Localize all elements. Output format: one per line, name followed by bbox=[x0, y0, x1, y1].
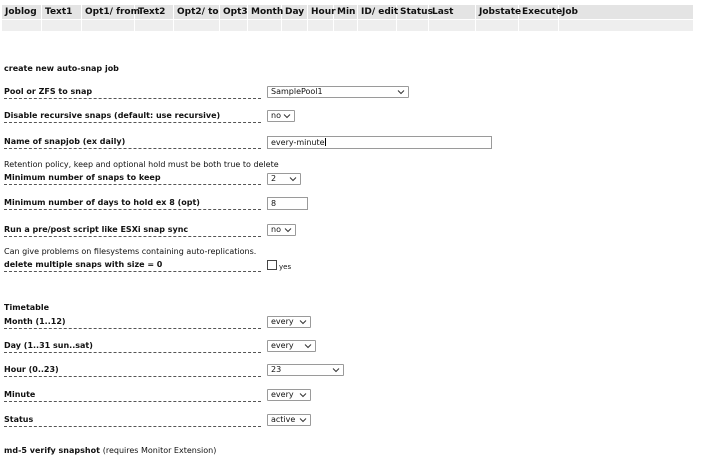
status-label: Status bbox=[4, 415, 261, 427]
minute-select[interactable] bbox=[267, 389, 311, 401]
timetable-title: Timetable bbox=[4, 303, 50, 312]
col-last: Last bbox=[429, 5, 476, 19]
chevron-down-icon bbox=[299, 318, 307, 326]
day-label: Day (1..31 sun..sat) bbox=[4, 341, 261, 353]
text-caret bbox=[325, 138, 326, 146]
chevron-down-icon bbox=[283, 112, 291, 120]
form-title: create new auto-snap job bbox=[4, 64, 119, 73]
day-select[interactable] bbox=[267, 340, 316, 352]
pool-select-value: SamplePool1 bbox=[271, 87, 323, 96]
pool-label: Pool or ZFS to snap bbox=[4, 87, 261, 99]
minute-label: Minute bbox=[4, 390, 261, 402]
chevron-down-icon bbox=[289, 175, 297, 183]
multi-delete-checkbox-label: yes bbox=[279, 263, 292, 271]
hour-select-value: 23 bbox=[271, 365, 282, 374]
md5-title: md-5 verify snapshot bbox=[4, 446, 100, 455]
col-day: Day bbox=[282, 5, 308, 19]
snapjob-name-input[interactable] bbox=[267, 136, 492, 149]
day-select-value: every bbox=[271, 341, 294, 350]
retention-note: Retention policy, keep and optional hold must be both true to delete bbox=[4, 160, 279, 169]
status-select-value: active bbox=[271, 415, 296, 424]
col-opt1-from: Opt1/ from bbox=[82, 5, 135, 19]
recursive-label: Disable recursive snaps (default: use recursive) bbox=[4, 111, 261, 123]
col-joblog: Joblog bbox=[2, 5, 42, 19]
min-days-value: 8 bbox=[271, 199, 277, 208]
script-label: Run a pre/post script like ESXi snap sync bbox=[4, 225, 261, 237]
status-select[interactable] bbox=[267, 414, 311, 426]
job-table-header bbox=[2, 5, 693, 33]
minute-select-value: every bbox=[271, 390, 294, 399]
col-job: Job bbox=[562, 7, 578, 17]
col-id-edit: ID/ edit bbox=[358, 5, 397, 19]
col-opt3: Opt3 bbox=[220, 5, 248, 19]
min-days-input[interactable] bbox=[267, 197, 308, 210]
min-snaps-select[interactable] bbox=[267, 173, 301, 185]
snapjob-name-label: Name of snapjob (ex daily) bbox=[4, 137, 261, 149]
pool-select[interactable] bbox=[267, 86, 409, 98]
snapjob-name-value: every-minute bbox=[271, 138, 325, 147]
col-text2: Text2 bbox=[135, 5, 174, 19]
col-hour: Hour bbox=[308, 5, 334, 19]
script-select[interactable] bbox=[267, 224, 296, 236]
month-select[interactable] bbox=[267, 316, 311, 328]
month-select-value: every bbox=[271, 317, 294, 326]
hour-select[interactable] bbox=[267, 364, 344, 376]
min-days-label: Minimum number of days to hold ex 8 (opt) bbox=[4, 198, 261, 210]
md5-note: (requires Monitor Extension) bbox=[102, 446, 217, 455]
multi-delete-checkbox[interactable] bbox=[267, 260, 277, 270]
col-execute: Execute bbox=[519, 5, 559, 19]
recursive-select[interactable] bbox=[267, 110, 295, 122]
chevron-down-icon bbox=[299, 391, 307, 399]
md5-heading bbox=[4, 446, 216, 455]
min-snaps-label: Minimum number of snaps to keep bbox=[4, 173, 261, 185]
chevron-down-icon bbox=[332, 366, 340, 374]
replication-note: Can give problems on filesystems containing auto-replications. bbox=[4, 247, 257, 256]
chevron-down-icon bbox=[397, 88, 405, 96]
col-jobstate: Jobstate bbox=[476, 5, 519, 19]
col-opt2-to: Opt2/ to bbox=[174, 5, 220, 19]
multi-delete-label: delete multiple snaps with size = 0 bbox=[4, 260, 261, 272]
chevron-down-icon bbox=[284, 226, 292, 234]
recursive-select-value: no bbox=[271, 111, 281, 120]
col-text1: Text1 bbox=[42, 5, 82, 19]
hour-label: Hour (0..23) bbox=[4, 365, 261, 377]
min-snaps-select-value: 2 bbox=[271, 174, 277, 183]
col-status: Status bbox=[397, 5, 429, 19]
script-select-value: no bbox=[271, 225, 281, 234]
col-min: Min bbox=[334, 5, 358, 19]
col-month: Month bbox=[248, 5, 282, 19]
month-label: Month (1..12) bbox=[4, 317, 261, 329]
chevron-down-icon bbox=[299, 416, 307, 424]
chevron-down-icon bbox=[304, 342, 312, 350]
